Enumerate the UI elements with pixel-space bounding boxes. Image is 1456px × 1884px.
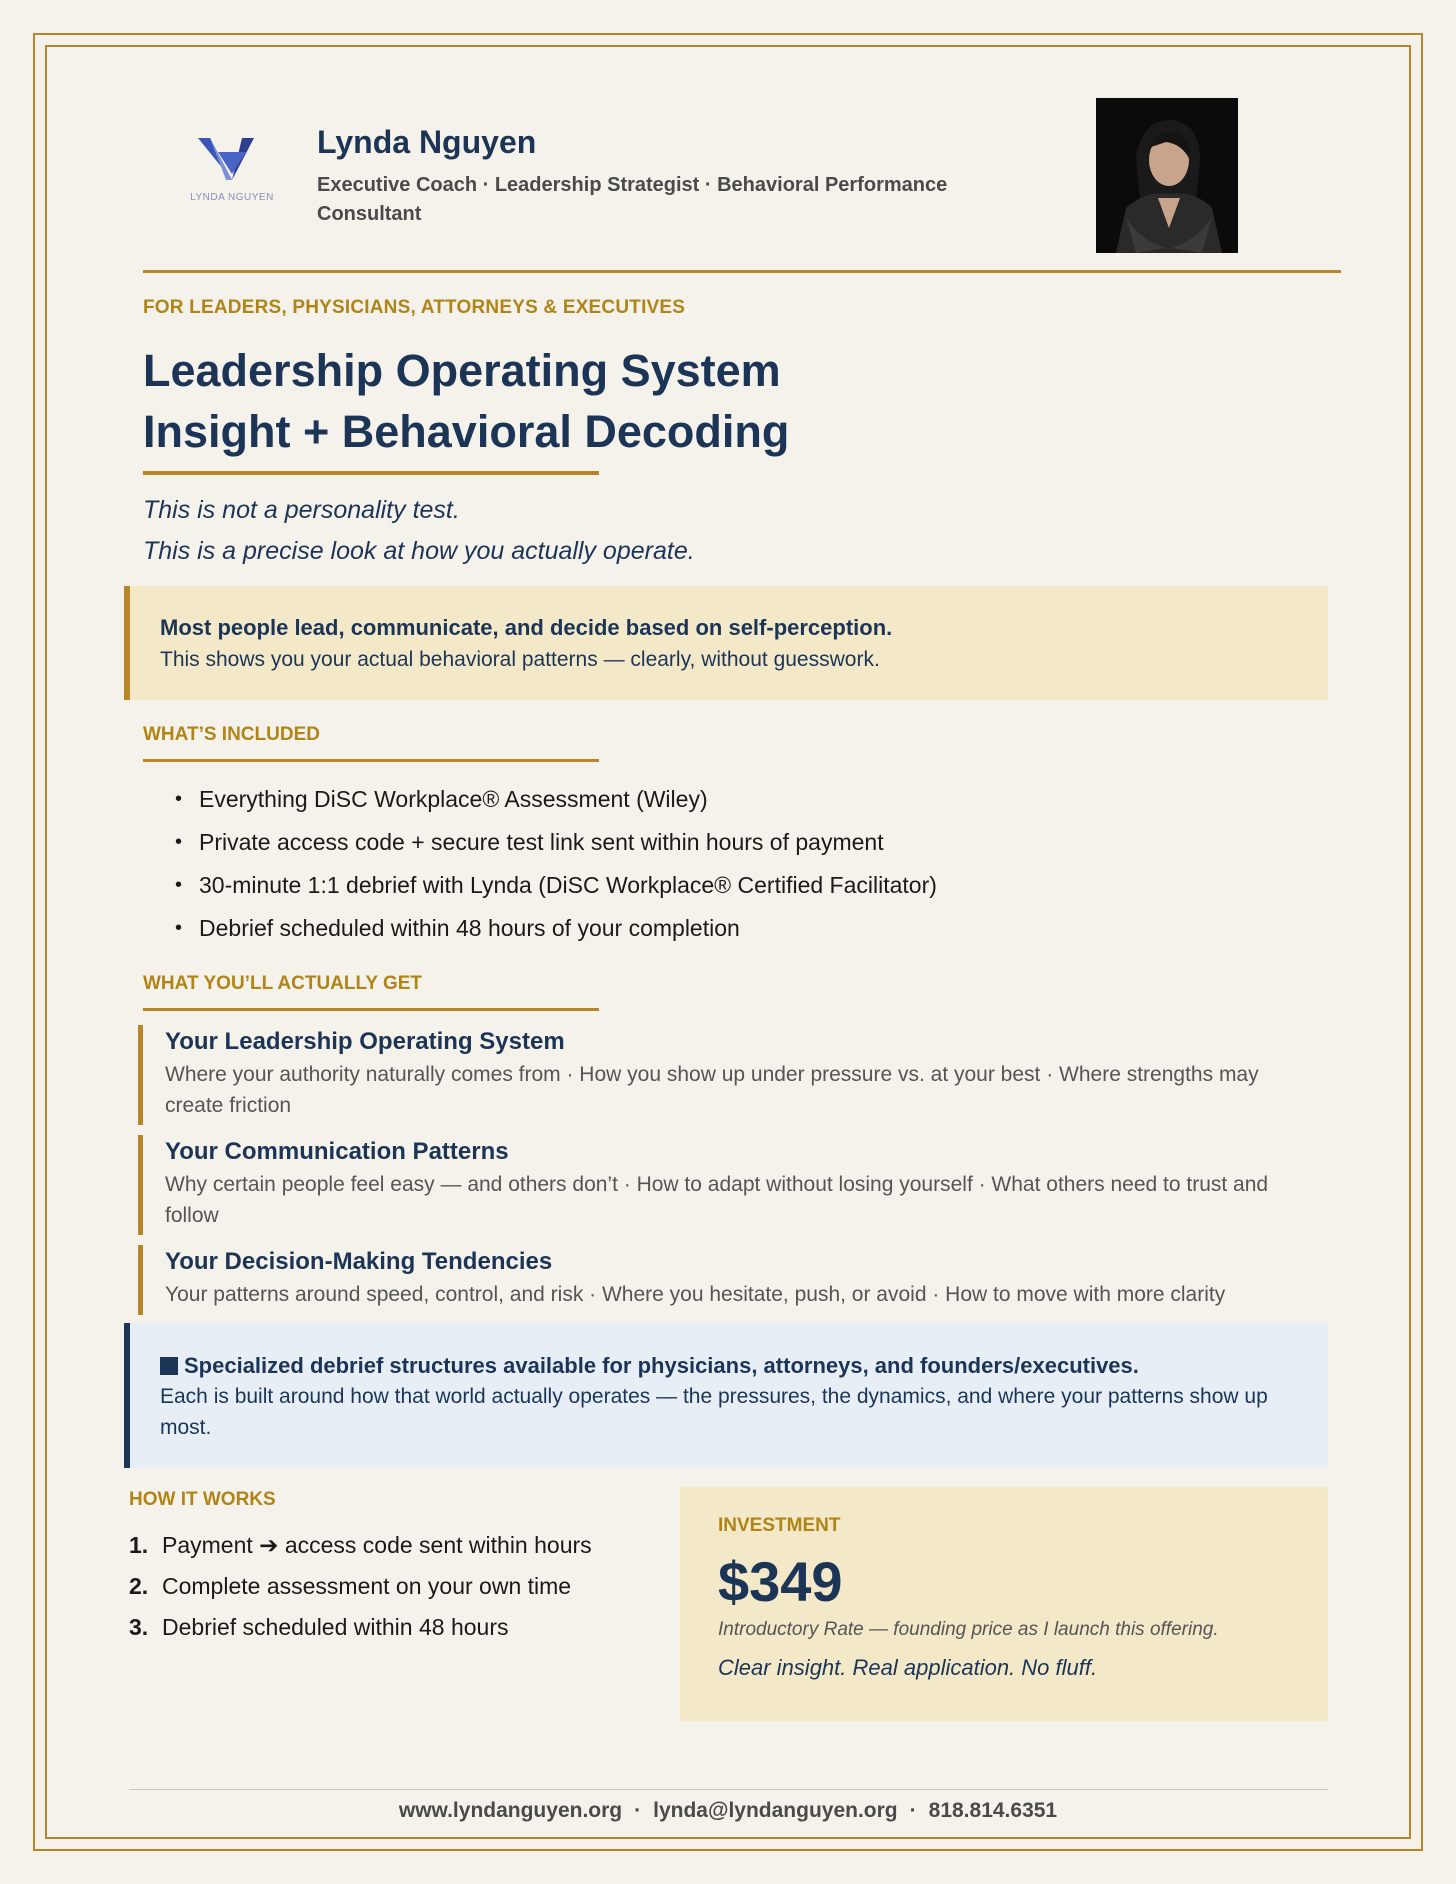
step-number: 3. [129,1614,149,1640]
step-text: Debrief scheduled within 48 hours [162,1614,509,1640]
feature-decision-making [138,1245,1318,1315]
feature-leadership [138,1025,1318,1125]
steps-list [129,1525,689,1648]
specialized-callout-heading-row [160,1351,1298,1381]
included-heading: WHAT’S INCLUDED [143,724,320,745]
coach-subtitle: Executive Coach · Leadership Strategist · Behavioral Performance Consultant [317,174,948,225]
audience-kicker: FOR LEADERS, PHYSICIANS, ATTORNEYS & EXECUTIVES [143,297,686,318]
how-heading: HOW IT WORKS [129,1489,276,1510]
square-bullet-icon [160,1357,178,1375]
step-item [129,1566,689,1607]
headshot-photo [1096,98,1238,253]
list-item: • Debrief scheduled within 48 hours of your completion [175,907,1275,950]
feature-communication [138,1135,1318,1235]
investment-label: INVESTMENT [718,1515,841,1536]
list-item: • 30-minute 1:1 debrief with Lynda (DiSC Workplace® Certified Facilitator) [175,864,1275,907]
specialized-callout [124,1323,1328,1468]
investment-tagline: Clear insight. Real application. No fluff. [718,1655,1098,1680]
footer-divider [129,1789,1328,1790]
get-underline [143,1008,599,1011]
footer-separator: · [909,1799,917,1822]
perception-callout [124,586,1328,700]
title-underline [143,471,599,475]
footer-separator: · [634,1799,642,1822]
website-link[interactable]: www.lyndanguyen.org [398,1799,623,1822]
coach-name: Lynda Nguyen [317,124,537,160]
step-item [129,1607,689,1648]
step-text: Complete assessment on your own time [162,1573,572,1599]
brand-logo [180,130,284,208]
v-logo-icon [180,130,284,190]
header-divider [143,270,1341,273]
email-link[interactable]: lynda@lyndanguyen.org [653,1799,898,1822]
step-item [129,1525,689,1566]
tagline [143,490,695,572]
feature-text: Where your authority naturally comes from · How you show up under pressure vs. at your best · Where strengths may create friction [165,1063,1259,1117]
get-heading: WHAT YOU’LL ACTUALLY GET [143,973,423,994]
feature-text: Your patterns around speed, control, and risk · Where you hesitate, push, or avoid · How to move with more clarity [165,1283,1226,1306]
feature-title: Your Leadership Operating System [165,1028,565,1055]
logo-wordmark: LYNDA NGUYEN [190,192,274,203]
included-underline [143,759,599,762]
included-list [175,778,1275,950]
step-number: 1. [129,1532,149,1558]
contact-footer [0,1799,1456,1823]
specialized-callout-heading: Specialized debrief structures available for physicians, attorneys, and founders/executives. [184,1353,1139,1378]
step-number: 2. [129,1573,149,1599]
step-text: Payment ➔ access code sent within hours [162,1532,592,1558]
list-item: • Private access code + secure test link sent within hours of payment [175,821,1275,864]
title-line-1: Leadership Operating System [143,345,781,396]
tagline-line-2: This is a precise look at how you actually operate. [143,537,695,565]
feature-text: Why certain people feel easy — and others don’t · How to adapt without losing yourself · What others need to trust and follow [165,1173,1269,1227]
price: $349 [718,1550,843,1613]
investment-box [680,1487,1328,1721]
tagline-line-1: This is not a personality test. [143,496,460,524]
feature-title: Your Decision-Making Tendencies [165,1248,553,1275]
feature-title: Your Communication Patterns [165,1138,509,1165]
list-item: • Everything DiSC Workplace® Assessment (Wiley) [175,778,1275,821]
page-title [143,340,789,462]
perception-callout-text: This shows you your actual behavioral patterns — clearly, without guesswork. [160,648,880,671]
title-line-2: Insight + Behavioral Decoding [143,406,790,457]
phone-link[interactable]: 818.814.6351 [928,1799,1058,1822]
perception-callout-heading: Most people lead, communicate, and decide based on self-perception. [160,615,893,640]
specialized-callout-text: Each is built around how that world actually operates — the pressures, the dynamics, and where your patterns show up most. [160,1385,1268,1439]
rate-note: Introductory Rate — founding price as I launch this offering. [718,1619,1219,1640]
